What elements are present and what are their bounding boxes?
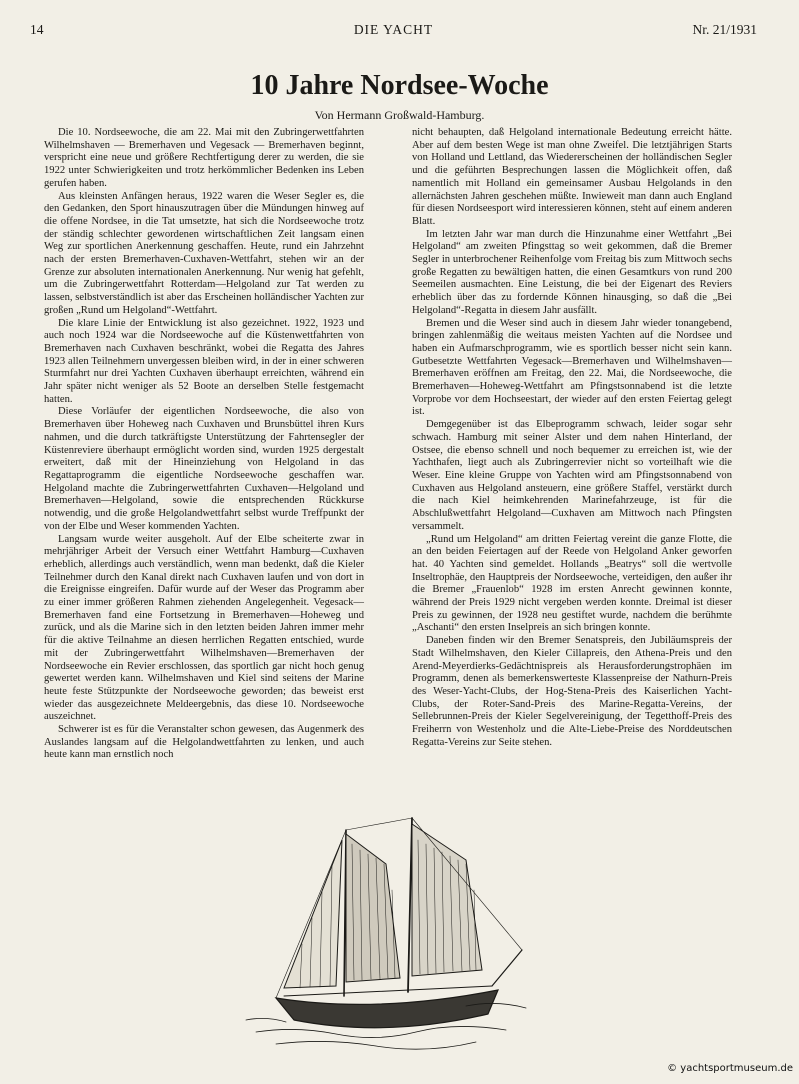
fore-sail <box>346 834 400 982</box>
paragraph: Die klare Linie der Entwicklung ist also gezeichnet. 1922, 1923 und auch noch 1924 war die Nordseewoche auf die Küstenwettfahrten von Bremerhaven nach Cuxhaven beschränkt, wobei die Regatta des Jahres 1923 allen Teilnehmern unvergessen bleiben wird, in der in einer schweren Sturmfahrt nur drei Yachten Cuxhaven überhaupt erreichten, während ein Jahr später nicht weniger als 52 Boote an derselben Stelle festgemacht hatten. <box>44 317 364 405</box>
magazine-name: DIE YACHT <box>353 22 434 37</box>
paragraph: nicht behaupten, daß Helgoland internationale Bedeutung erreicht hätte. Aber auf dem besten Wege ist man ohne Zweifel. Die letztjährigen Starts von Holland und Lettland, das Wiedererscheinen der holländischen Segler und die geführten Besprechungen lassen die Möglichkeit offen, daß namentlich mit Holland ein gemeinsamer Ausbau Helgolands in den allernächsten Jahren geschehen müßte. Inwieweit man dann auch England für diesen Nordseesport wird interessieren können, steht auf einem anderen Blatt. <box>412 127 732 227</box>
issue-number: Nr. 21/1931 <box>692 22 757 37</box>
paragraph: Bremen und die Weser sind auch in diesem Jahr wieder tonangebend, bringen zahlenmäßig die weitaus meisten Yachten auf die Nordsee und haben ein Aufmarschprogramm, wie es sportlich besser nicht sein kann. Gutbesetzte Wettfahrten Vegesack—Bremerhaven und Wilhelmshaven—Bremerhaven eröffnen am Freitag, den 22. Mai, die Nordseewoche, die Bremerhaven—Hoheweg-Wettfahrt am Pfingstsonnabend ist die letzte Vorprobe vor dem Hochseestart, der wieder auf den ersten Feiertag gelegt ist. <box>412 317 732 418</box>
paragraph: Diese Vorläufer der eigentlichen Nordseewoche, die also von Bremerhaven über Hoheweg nach Cuxhaven und Brunsbüttel ihren Kurs nahmen, und die durch tatkräftigste Unterstützung der Fahrtensegler der Küstenreviere überhaupt ermöglicht worden sind, wurden 1925 dergestalt erweitert, daß mit der Hineinziehung von Helgoland in das Regattaprogramm die eigentliche Nordseewoche geschaffen war. Helgoland machte die Zubringerwettfahrten Cuxhaven—Helgoland und Bremerhaven—Helgoland, sowie die entsprechenden Rückkurse notwendig, und die große Helgolandwettfahrt selbst wurde Treffpunkt der von der Elbe und Weser kommenden Yachten. <box>44 406 364 532</box>
paragraph: „Rund um Helgoland“ am dritten Feiertag vereint die ganze Flotte, die an den beiden Feiertagen auf der Reede von Helgoland Anker geworfen hat. 40 Yachten sind gemeldet. Hollands „Beatrys“ soll die wertvolle Inseltrophäe, den Hauptpreis der Nordseewoche, verteidigen, den außer ihr die Bremer „Frauenlob“ 1928 im ersten Anrecht gewinnen konnte, während der Preis 1929 nicht vergeben werden konnte. Dreimal ist dieser Preis zu gewinnen, der 1928 neu gestiftet wurde, nachdem die berühmte „Aschanti“ den ersten Inselpreis an sich bringen konnte. <box>412 533 732 634</box>
paragraph: Im letzten Jahr war man durch die Hinzunahme einer Wettfahrt „Bei Helgoland“ am zweiten Pfingsttag so weit gekommen, daß die Bremer Segler in unterbrochener Reihenfolge vom Freitag bis zum Mittwoch sechs große Regatten zu bewältigen hatten, die einen Gesamtkurs von rund 200 Seemeilen ausmachten. Eine Leistung, die bei der Eigenart des Reviers erheblich über das zu fordernde Können hinausging, so daß die „Bei Helgoland“-Regatta in diesem Jahr ausfällt. <box>412 228 732 316</box>
jib-sail <box>284 840 342 988</box>
sailing-boat-illustration <box>236 800 532 1070</box>
paragraph: Daneben finden wir den Bremer Senatspreis, den Jubiläumspreis der Stadt Wilhelmshaven, den Kieler Cillapreis, den Athena-Preis und den Arend-Meyerdierks-Gedächtnispreis als Herausforderungstrophäen im Programm, denen als bemerkenswerteste Klassenpreise der Nathurn-Preis des Weser-Yacht-Clubs, der Hog-Stena-Preis des Kaiserlichen Yacht-Clubs, der Roter-Sand-Preis des Marine-Regatta-Vereins, der Sellebrunnen-Preis der Kieler Segelvereinigung, der Tegetthoff-Preis des Freiherrn von Westenholz und die Alte-Liebe-Preise des Norddeutschen Regatta-Vereins zur Seite stehen. <box>412 635 732 748</box>
left-column <box>44 127 364 762</box>
paragraph: Die 10. Nordseewoche, die am 22. Mai mit den Zubringerwettfahrten Wilhelmshaven — Bremerhaven und Vegesack — Bremerhaven beginnt, verspricht eine neue und größere Rechtfertigung derer zu werden, die sie 1922 unter Schwierigkeiten und trotz herkömmlicher Bedenken ins Leben gerufen haben. <box>44 127 364 189</box>
paragraph: Schwerer ist es für die Veranstalter schon gewesen, das Augenmerk des Auslandes langsam auf die Helgolandwettfahrten zu lenken, und auch heute kann man ernstlich noch <box>44 724 364 761</box>
paragraph: Langsam wurde weiter ausgeholt. Auf der Elbe scheiterte zwar in mehrjähriger Arbeit der Versuch einer Wettfahrt Hamburg—Cuxhaven erheblich, allerdings auch verständlich, wenn man bedenkt, daß die Kieler Teilnehmer durch den Kanal direkt nach Cuxhaven laufen und von dort in die Ereignisse eingreifen. Dafür wurde auf der Weser das Programm aber zu einer immer größeren Rahmen ziehenden Angelegenheit. Vegesack—Bremerhaven fand eine Fortsetzung in Bremerhaven—Hoheweg und zurück, und als die Marine sich in den letzten beiden Jahren immer mehr für die aktive Teilnahme an diesen herrlichen Regatten entschied, wurde mit der Zubringerwettfahrt Wilhelmshaven—Bremerhaven der Nordseewoche ein Revier erschlossen, das sportlich gar nicht hoch genug gewertet werden kann. Wilhelmshaven und Kiel sind seitens der Marine heute feste Stützpunkte der Nordseewoche geworden; das beweist erst wieder das ausgezeichnete Meldeergebnis, das diese 10. Nordseewoche auszeichnet. <box>44 533 364 723</box>
page-number: 14 <box>30 22 44 37</box>
main-sail <box>412 824 482 976</box>
paragraph: Demgegenüber ist das Elbeprogramm schwach, leider sogar sehr schwach. Hamburg mit seiner Alster und dem nahen Hinterland, der Ostsee, die ebenso schnell und noch bequemer zu erreichen ist, wie der Yachthafen, liegt auch als Zubringerrevier nicht so vorteilhaft wie die Weser. Eine kleine Gruppe von Yachten wird am Pfingstsonnabend von Cuxhaven aus Helgoland ansteuern, eine größere Staffel, verstärkt durch die nach Kiel heimkehrenden Marinefahrzeuge, ist für die Abschlußwettfahrt Helgoland—Cuxhaven am Mittwoch nach Pfingsten versammelt. <box>412 419 732 532</box>
hull <box>276 990 498 1028</box>
main-mast <box>408 818 412 992</box>
watermark-credit: © yachtsportmuseum.de <box>667 1063 793 1074</box>
right-column <box>412 127 732 749</box>
article-title: 10 Jahre Nordsee-Woche <box>250 70 549 101</box>
article-byline: Von Hermann Großwald-Hamburg. <box>314 108 485 122</box>
paragraph: Aus kleinsten Anfängen heraus, 1922 waren die Weser Segler es, die den Gedanken, den Sport hinauszutragen über die Mündungen hinweg auf die offene Nordsee, in die Tat umsetzte, hat sich die Nordseewoche trotz der ständig schlechter gewordenen wirtschaftlichen Zeit langsam einen Weg zur sportlichen Anerkennung geschaffen. Heute, rund ein Jahrzehnt nach der ersten Bremerhaven-Cuxhaven-Wettfahrt, stehen wir an der Grenze zur absoluten internationalen Anerkennung. Nur wenig hat gefehlt, um die Zubringerwettfahrt Rotterdam—Helgoland zur Tat werden zu lassen, selbstverständlich ist aber das Erscheinen holländischer Yachten zur großen „Rund um Helgoland“-Wettfahrt. <box>44 190 364 316</box>
page-header <box>30 22 757 42</box>
